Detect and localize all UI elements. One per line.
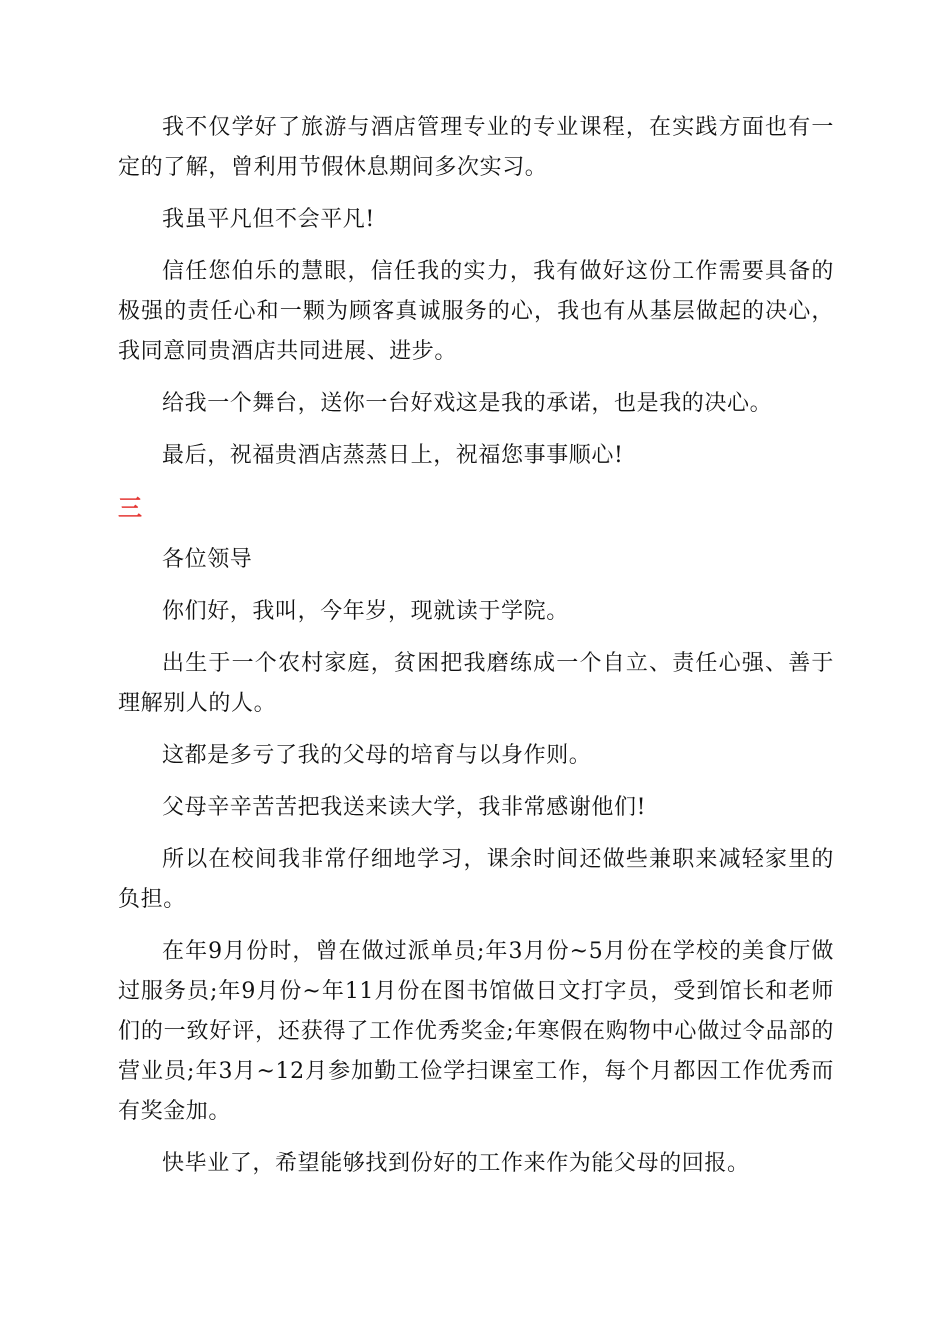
paragraph: 给我一个舞台，送你一台好戏这是我的承诺，也是我的决心。 xyxy=(162,391,773,416)
paragraph: 信任您伯乐的慧眼，信任我的实力，我有做好这份工作需要具备的极强的责任心和一颗为顾客真诚服务的心，我也有从基层做起的决心，我同意同贵酒店共同进展、进步。 xyxy=(118,259,834,364)
paragraph: 在年9月份时，曾在做过派单员;年3月份~5月份在学校的美食厅做过服务员;年9月份~年11月份在图书馆做日文打字员，受到馆长和老师们的一致好评，还获得了工作优秀奖金;年寒假在购物中心做过令品部的营业员;年3月~12月参加勤工俭学扫课室工作，每个月都因工作优秀而有奖金加。 xyxy=(118,939,834,1124)
paragraph: 我不仅学好了旅游与酒店管理专业的专业课程，在实践方面也有一定的了解，曾利用节假休息期间多次实习。 xyxy=(118,115,834,180)
paragraph: 我虽平凡但不会平凡! xyxy=(162,207,375,232)
paragraph: 快毕业了，希望能够找到份好的工作来作为能父母的回报。 xyxy=(162,1151,750,1176)
section-heading: 三 xyxy=(118,493,142,522)
paragraph: 出生于一个农村家庭，贫困把我磨练成一个自立、责任心强、善于理解别人的人。 xyxy=(118,651,834,716)
document-body xyxy=(118,108,834,1196)
paragraph: 父母辛辛苦苦把我送来读大学，我非常感谢他们! xyxy=(162,795,647,820)
paragraph: 最后，祝福贵酒店蒸蒸日上，祝福您事事顺心! xyxy=(162,443,624,468)
paragraph: 这都是多亏了我的父母的培育与以身作则。 xyxy=(162,743,592,768)
paragraph: 你们好，我叫，今年岁，现就读于学院。 xyxy=(162,599,569,624)
salutation: 各位领导 xyxy=(162,547,253,572)
paragraph: 所以在校间我非常仔细地学习，课余时间还做些兼职来减轻家里的负担。 xyxy=(118,847,834,912)
